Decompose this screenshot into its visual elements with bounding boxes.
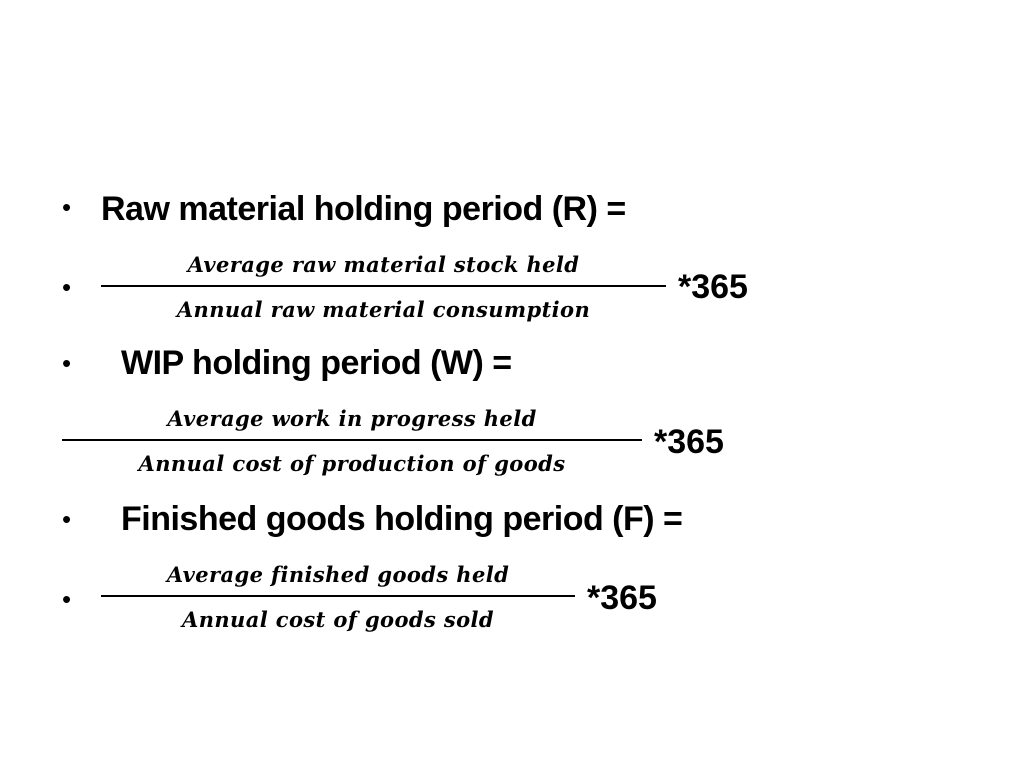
bullet-marker: • <box>62 272 72 302</box>
bullet-marker: • <box>62 348 72 378</box>
fraction-bar <box>101 285 666 287</box>
multiplier: *365 <box>678 268 748 306</box>
bullet-marker: • <box>62 584 72 614</box>
fraction-denominator: Annual cost of goods sold <box>182 607 494 632</box>
finished-goods-heading: Finished goods holding period (F) = <box>121 500 683 538</box>
multiplier: *365 <box>654 423 724 461</box>
bullet-marker: • <box>62 504 72 534</box>
fraction-numerator: Average raw material stock held <box>187 252 580 277</box>
wip-fraction <box>62 408 642 474</box>
bullet-marker: • <box>62 192 72 222</box>
raw-material-fraction <box>101 254 666 320</box>
fraction-denominator: Annual raw material consumption <box>176 297 591 322</box>
fraction-bar <box>101 595 575 597</box>
wip-heading: WIP holding period (W) = <box>121 344 512 382</box>
raw-material-heading: Raw material holding period (R) = <box>101 190 626 228</box>
fraction-bar <box>62 439 642 441</box>
fraction-numerator: Average finished goods held <box>166 562 510 587</box>
finished-goods-fraction <box>101 564 575 630</box>
fraction-numerator: Average work in progress held <box>167 406 537 431</box>
fraction-denominator: Annual cost of production of goods <box>138 451 566 476</box>
multiplier: *365 <box>587 579 657 617</box>
